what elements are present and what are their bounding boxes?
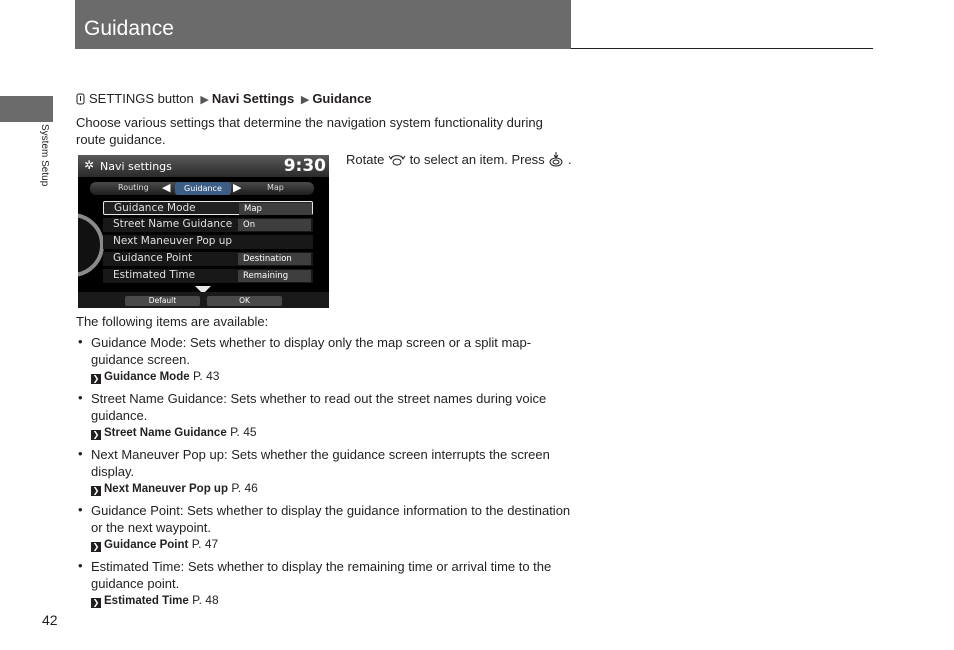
item-term: Guidance Mode bbox=[91, 335, 183, 350]
item-desc: : Sets whether to display only the map screen or a split map-guidance screen. bbox=[91, 335, 532, 367]
screen-row-label: Next Maneuver Pop up bbox=[113, 235, 233, 247]
reference-arrow-icon: ❯ bbox=[92, 598, 100, 607]
breadcrumb bbox=[76, 91, 372, 108]
ref-title[interactable]: Next Maneuver Pop up bbox=[104, 483, 228, 495]
ref-page[interactable]: P. 45 bbox=[230, 425, 257, 439]
navi-settings-screen-image bbox=[78, 155, 329, 308]
bullet-icon: • bbox=[78, 334, 83, 349]
list-item bbox=[76, 446, 571, 498]
section-label: System Setup bbox=[39, 124, 50, 187]
item-desc: : Sets whether to display the guidance information to the destination or the next waypoint. bbox=[91, 503, 571, 535]
screen-row bbox=[103, 235, 313, 249]
item-term: Next Maneuver Pop up bbox=[91, 447, 224, 462]
screen-row-value: Destination bbox=[238, 253, 311, 265]
screen-tab-bar bbox=[90, 182, 314, 195]
breadcrumb-arrow-icon: ▶ bbox=[200, 94, 209, 106]
right-arrow-icon: ▶ bbox=[233, 181, 242, 194]
ref-title[interactable]: Guidance Point bbox=[104, 539, 189, 551]
screen-row-label: Guidance Mode bbox=[114, 202, 196, 214]
bullet-icon: • bbox=[78, 446, 83, 461]
screen-row-value: Remaining bbox=[238, 270, 311, 282]
ref-page[interactable]: P. 47 bbox=[191, 537, 219, 551]
screen-row-label: Street Name Guidance bbox=[113, 218, 233, 230]
screen-tab-guidance: Guidance bbox=[175, 182, 231, 195]
gear-icon: ✲ bbox=[84, 158, 95, 172]
ref-page[interactable]: P. 48 bbox=[192, 593, 219, 607]
list-item bbox=[76, 558, 571, 610]
list-item bbox=[76, 390, 571, 442]
screen-row bbox=[103, 252, 313, 266]
instruction-part: Rotate bbox=[346, 152, 385, 167]
settings-button-icon bbox=[76, 93, 85, 108]
screen-row-label: Guidance Point bbox=[113, 252, 193, 264]
breadcrumb-step-guidance[interactable]: Guidance bbox=[312, 91, 372, 106]
item-term: Estimated Time bbox=[91, 559, 181, 574]
reference-arrow-icon: ❯ bbox=[92, 374, 100, 383]
screen-tab-routing: Routing bbox=[118, 183, 149, 192]
item-term: Guidance Point bbox=[91, 503, 180, 518]
following-text: The following items are available: bbox=[76, 314, 269, 329]
item-desc: : Sets whether the guidance screen interrupts the screen display. bbox=[91, 447, 550, 479]
bullet-icon: • bbox=[78, 390, 83, 405]
screen-header bbox=[78, 155, 329, 177]
page-number: 42 bbox=[42, 612, 58, 628]
ref-title[interactable]: Guidance Mode bbox=[104, 371, 190, 383]
item-desc: : Sets whether to display the remaining time or arrival time to the guidance point. bbox=[91, 559, 552, 591]
screen-title: Navi settings bbox=[100, 160, 172, 173]
dial-graphic bbox=[78, 213, 104, 277]
screen-row bbox=[103, 201, 313, 215]
items-list bbox=[76, 334, 571, 614]
screen-default-button: Default bbox=[125, 296, 200, 306]
ref-title[interactable]: Estimated Time bbox=[104, 595, 189, 607]
breadcrumb-step-navi-settings[interactable]: Navi Settings bbox=[211, 91, 295, 106]
left-arrow-icon: ◀ bbox=[162, 181, 171, 194]
bullet-icon: • bbox=[78, 558, 83, 573]
cross-reference[interactable] bbox=[91, 480, 571, 498]
screen-row-label: Estimated Time bbox=[113, 269, 196, 281]
title-bar bbox=[75, 0, 571, 49]
ref-page[interactable]: P. 46 bbox=[231, 481, 258, 495]
breadcrumb-arrow-icon: ▶ bbox=[300, 94, 310, 106]
item-desc: : Sets whether to read out the street names during voice guidance. bbox=[91, 391, 547, 423]
reference-arrow-icon: ❯ bbox=[92, 542, 100, 551]
ref-page[interactable]: P. 43 bbox=[192, 369, 220, 383]
screen-ok-button: OK bbox=[207, 296, 282, 306]
screen-footer bbox=[78, 292, 329, 308]
breadcrumb-step-settings: SETTINGS button bbox=[89, 91, 194, 106]
screen-row bbox=[103, 269, 313, 283]
rotate-knob-icon bbox=[388, 152, 410, 167]
intro-paragraph: Choose various settings that determine the navigation system functionality during route guidance. bbox=[76, 115, 543, 147]
screen-row-value: Map bbox=[239, 203, 312, 215]
cross-reference[interactable] bbox=[91, 368, 571, 386]
section-tab bbox=[0, 96, 53, 122]
ref-title[interactable]: Street Name Guidance bbox=[104, 427, 227, 439]
bullet-icon: • bbox=[78, 502, 83, 517]
list-item bbox=[76, 334, 571, 386]
page-title: Guidance bbox=[84, 17, 174, 40]
list-item bbox=[76, 502, 571, 554]
screen-tab-map: Map bbox=[267, 183, 284, 192]
instruction-part: to select an item. Press bbox=[409, 152, 545, 167]
screen-clock: 9:30 bbox=[283, 156, 326, 176]
reference-arrow-icon: ❯ bbox=[92, 430, 100, 439]
cross-reference[interactable] bbox=[91, 424, 571, 442]
screen-row bbox=[103, 218, 313, 232]
item-term: Street Name Guidance bbox=[91, 391, 224, 406]
screen-row-value: On bbox=[238, 219, 311, 231]
instruction-part: . bbox=[567, 152, 572, 167]
press-knob-icon bbox=[548, 152, 568, 167]
cross-reference[interactable] bbox=[91, 536, 571, 554]
cross-reference[interactable] bbox=[91, 592, 571, 610]
reference-arrow-icon: ❯ bbox=[92, 486, 100, 495]
title-rule bbox=[571, 48, 873, 49]
instruction-text bbox=[346, 152, 572, 167]
